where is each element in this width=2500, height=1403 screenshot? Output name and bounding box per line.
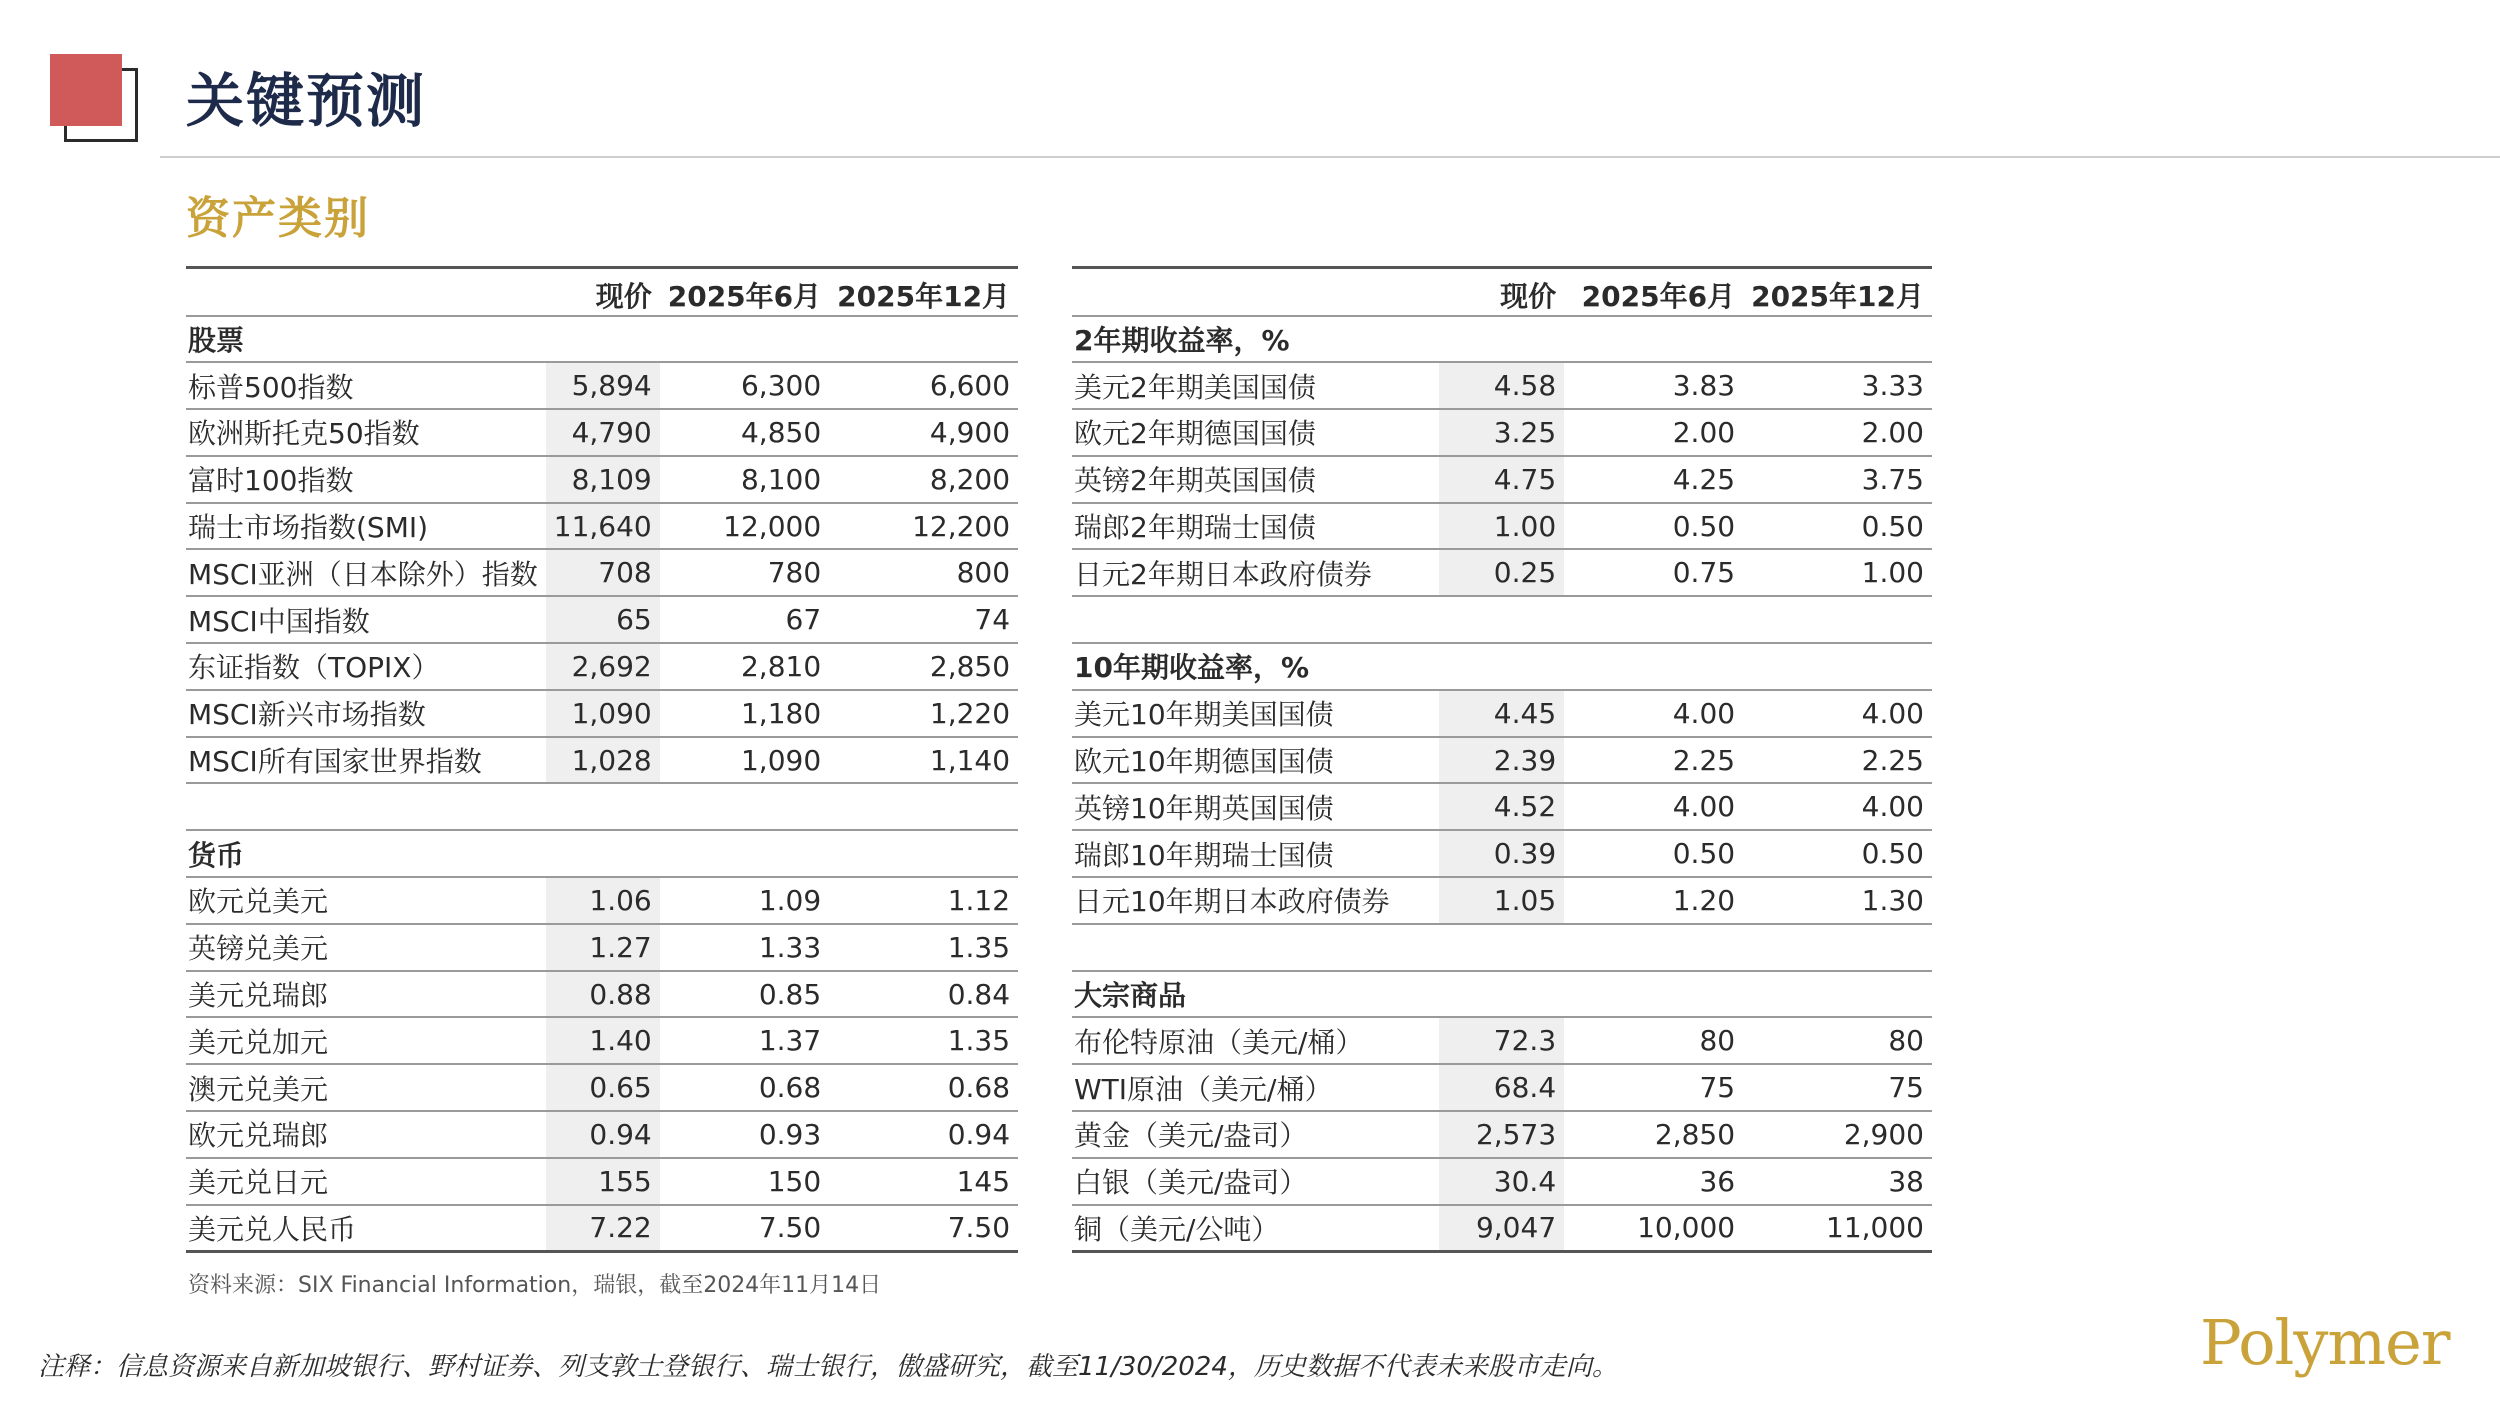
- forecast-jun-2025: 8,100: [660, 456, 829, 503]
- forecast-jun-2025: 2,810: [660, 643, 829, 690]
- forecast-dec-2025: 8,200: [829, 456, 1018, 503]
- table-row: [186, 1158, 1018, 1205]
- forecast-jun-2025: 0.75: [1564, 549, 1743, 596]
- forecast-jun-2025: 0.93: [660, 1111, 829, 1158]
- forecast-jun-2025: 0.85: [660, 971, 829, 1018]
- table-row: [186, 643, 1018, 690]
- row-label: 美元10年期美国国债: [1072, 690, 1439, 737]
- forecast-dec-2025: 1.00: [1743, 549, 1932, 596]
- table-row: [186, 1111, 1018, 1158]
- group-header-row: [1072, 316, 1932, 363]
- table-row: [186, 1017, 1018, 1064]
- current-value: 4.45: [1439, 690, 1564, 737]
- forecast-dec-2025: 0.84: [829, 971, 1018, 1018]
- forecast-dec-2025: 0.94: [829, 1111, 1018, 1158]
- table-row: [1072, 690, 1932, 737]
- forecast-jun-2025: 780: [660, 549, 829, 596]
- forecast-jun-2025: 0.68: [660, 1064, 829, 1111]
- left-forecast-table: [186, 266, 1018, 1253]
- current-value: 1.06: [546, 877, 660, 924]
- row-label: MSCI亚洲（日本除外）指数: [186, 549, 546, 596]
- table-header-row: [1072, 268, 1932, 316]
- forecast-jun-2025: 4,850: [660, 409, 829, 456]
- row-label: MSCI新兴市场指数: [186, 690, 546, 737]
- row-label: MSCI中国指数: [186, 596, 546, 643]
- col-header-dec-2025: 2025年12月: [829, 268, 1018, 316]
- row-label: 美元兑日元: [186, 1158, 546, 1205]
- table-row: [1072, 456, 1932, 503]
- forecast-jun-2025: 1.37: [660, 1017, 829, 1064]
- footnote: 注释：信息资源来自新加坡银行、野村证券、列支敦士登银行、瑞士银行，傲盛研究，截至11/30/2024，历史数据不代表未来股市走向。: [38, 1352, 1618, 1382]
- current-value: 4.75: [1439, 456, 1564, 503]
- forecast-jun-2025: 75: [1564, 1064, 1743, 1111]
- forecast-dec-2025: 1.35: [829, 1017, 1018, 1064]
- forecast-dec-2025: 11,000: [1743, 1205, 1932, 1252]
- forecast-jun-2025: 0.50: [1564, 503, 1743, 550]
- row-label: 黄金（美元/盎司）: [1072, 1111, 1439, 1158]
- forecast-dec-2025: 12,200: [829, 503, 1018, 550]
- forecast-jun-2025: 7.50: [660, 1205, 829, 1252]
- spacer-row: [1072, 924, 1932, 971]
- table-row: [186, 409, 1018, 456]
- row-label: 英镑兑美元: [186, 924, 546, 971]
- header-blank: [186, 268, 546, 316]
- table-row: [1072, 737, 1932, 784]
- forecast-jun-2025: 6,300: [660, 362, 829, 409]
- brand-logo: Polymer: [2200, 1306, 2450, 1379]
- table-row: [186, 503, 1018, 550]
- table-row: [1072, 1017, 1932, 1064]
- row-label: 欧元2年期德国国债: [1072, 409, 1439, 456]
- current-value: 1.00: [1439, 503, 1564, 550]
- row-label: 白银（美元/盎司）: [1072, 1158, 1439, 1205]
- forecast-jun-2025: 2.00: [1564, 409, 1743, 456]
- logo-mark: [50, 54, 140, 144]
- group-header-row: [1072, 643, 1932, 690]
- group-label: 大宗商品: [1072, 971, 1932, 1018]
- forecast-dec-2025: 1,220: [829, 690, 1018, 737]
- row-label: 富时100指数: [186, 456, 546, 503]
- spacer-row: [186, 783, 1018, 830]
- table-row: [186, 596, 1018, 643]
- row-label: 瑞士市场指数(SMI): [186, 503, 546, 550]
- spacer-row: [1072, 596, 1932, 643]
- table-row: [1072, 1158, 1932, 1205]
- table-row: [1072, 503, 1932, 550]
- col-header-current: 现价: [546, 268, 660, 316]
- forecast-jun-2025: 3.83: [1564, 362, 1743, 409]
- current-value: 9,047: [1439, 1205, 1564, 1252]
- row-label: 英镑2年期英国国债: [1072, 456, 1439, 503]
- row-label: 欧元兑瑞郎: [186, 1111, 546, 1158]
- row-label: 铜（美元/公吨）: [1072, 1205, 1439, 1252]
- forecast-jun-2025: 12,000: [660, 503, 829, 550]
- current-value: 72.3: [1439, 1017, 1564, 1064]
- current-value: 2.39: [1439, 737, 1564, 784]
- row-label: WTI原油（美元/桶）: [1072, 1064, 1439, 1111]
- forecast-jun-2025: 1.33: [660, 924, 829, 971]
- col-header-dec-2025: 2025年12月: [1743, 268, 1932, 316]
- current-value: 30.4: [1439, 1158, 1564, 1205]
- current-value: 1.05: [1439, 877, 1564, 924]
- table-row: [186, 690, 1018, 737]
- forecast-dec-2025: 4.00: [1743, 690, 1932, 737]
- current-value: 0.88: [546, 971, 660, 1018]
- current-value: 4.52: [1439, 783, 1564, 830]
- forecast-jun-2025: 1,090: [660, 737, 829, 784]
- forecast-dec-2025: 1.35: [829, 924, 1018, 971]
- table-row: [1072, 362, 1932, 409]
- table-row: [1072, 1064, 1932, 1111]
- current-value: 3.25: [1439, 409, 1564, 456]
- row-label: 标普500指数: [186, 362, 546, 409]
- group-header-row: [186, 316, 1018, 363]
- table-row: [186, 877, 1018, 924]
- forecast-dec-2025: 0.68: [829, 1064, 1018, 1111]
- group-label: 货币: [186, 830, 1018, 877]
- current-value: 5,894: [546, 362, 660, 409]
- row-label: 日元10年期日本政府债券: [1072, 877, 1439, 924]
- forecast-jun-2025: 2.25: [1564, 737, 1743, 784]
- current-value: 2,573: [1439, 1111, 1564, 1158]
- current-value: 2,692: [546, 643, 660, 690]
- forecast-jun-2025: 0.50: [1564, 830, 1743, 877]
- current-value: 7.22: [546, 1205, 660, 1252]
- row-label: 澳元兑美元: [186, 1064, 546, 1111]
- forecast-dec-2025: 6,600: [829, 362, 1018, 409]
- table-row: [186, 924, 1018, 971]
- group-header-row: [1072, 971, 1932, 1018]
- spacer-cell: [186, 783, 1018, 830]
- forecast-jun-2025: 36: [1564, 1158, 1743, 1205]
- source-note: 资料来源：SIX Financial Information，瑞银，截至2024年11月14日: [188, 1273, 882, 1298]
- row-label: 美元2年期美国国债: [1072, 362, 1439, 409]
- forecast-dec-2025: 7.50: [829, 1205, 1018, 1252]
- row-label: 欧元兑美元: [186, 877, 546, 924]
- row-label: 英镑10年期英国国债: [1072, 783, 1439, 830]
- row-label: 瑞郎10年期瑞士国债: [1072, 830, 1439, 877]
- logo-filled-square: [50, 54, 122, 126]
- row-label: MSCI所有国家世界指数: [186, 737, 546, 784]
- col-header-current: 现价: [1439, 268, 1564, 316]
- forecast-dec-2025: 80: [1743, 1017, 1932, 1064]
- col-header-jun-2025: 2025年6月: [660, 268, 829, 316]
- forecast-jun-2025: 4.25: [1564, 456, 1743, 503]
- forecast-dec-2025: 1.12: [829, 877, 1018, 924]
- current-value: 0.25: [1439, 549, 1564, 596]
- table-row: [1072, 1205, 1932, 1252]
- current-value: 0.94: [546, 1111, 660, 1158]
- current-value: 708: [546, 549, 660, 596]
- page-title: 关键预测: [186, 67, 427, 135]
- table-row: [186, 971, 1018, 1018]
- row-label: 美元兑人民币: [186, 1205, 546, 1252]
- forecast-dec-2025: 3.75: [1743, 456, 1932, 503]
- forecast-jun-2025: 1,180: [660, 690, 829, 737]
- right-forecast-table: [1072, 266, 1932, 1253]
- forecast-dec-2025: 4.00: [1743, 783, 1932, 830]
- forecast-jun-2025: 2,850: [1564, 1111, 1743, 1158]
- forecast-jun-2025: 1.20: [1564, 877, 1743, 924]
- header-blank: [1072, 268, 1439, 316]
- row-label: 欧洲斯托克50指数: [186, 409, 546, 456]
- forecast-dec-2025: 38: [1743, 1158, 1932, 1205]
- table-row: [1072, 830, 1932, 877]
- group-label: 2年期收益率，%: [1072, 316, 1932, 363]
- forecast-dec-2025: 1.30: [1743, 877, 1932, 924]
- forecast-jun-2025: 4.00: [1564, 690, 1743, 737]
- current-value: 68.4: [1439, 1064, 1564, 1111]
- forecast-dec-2025: 3.33: [1743, 362, 1932, 409]
- forecast-dec-2025: 2.00: [1743, 409, 1932, 456]
- current-value: 1,090: [546, 690, 660, 737]
- table-row: [186, 737, 1018, 784]
- forecast-dec-2025: 2.25: [1743, 737, 1932, 784]
- forecast-dec-2025: 4,900: [829, 409, 1018, 456]
- current-value: 0.65: [546, 1064, 660, 1111]
- forecast-dec-2025: 0.50: [1743, 830, 1932, 877]
- forecast-jun-2025: 1.09: [660, 877, 829, 924]
- forecast-dec-2025: 2,850: [829, 643, 1018, 690]
- forecast-dec-2025: 74: [829, 596, 1018, 643]
- row-label: 瑞郎2年期瑞士国债: [1072, 503, 1439, 550]
- forecast-dec-2025: 1,140: [829, 737, 1018, 784]
- row-label: 欧元10年期德国国债: [1072, 737, 1439, 784]
- current-value: 8,109: [546, 456, 660, 503]
- spacer-cell: [1072, 924, 1932, 971]
- current-value: 65: [546, 596, 660, 643]
- table-row: [1072, 877, 1932, 924]
- table-row: [186, 456, 1018, 503]
- group-label: 10年期收益率，%: [1072, 643, 1932, 690]
- row-label: 日元2年期日本政府债券: [1072, 549, 1439, 596]
- row-label: 布伦特原油（美元/桶）: [1072, 1017, 1439, 1064]
- forecast-jun-2025: 150: [660, 1158, 829, 1205]
- forecast-dec-2025: 800: [829, 549, 1018, 596]
- table-row: [186, 1064, 1018, 1111]
- col-header-jun-2025: 2025年6月: [1564, 268, 1743, 316]
- row-label: 东证指数（TOPIX）: [186, 643, 546, 690]
- forecast-dec-2025: 75: [1743, 1064, 1932, 1111]
- current-value: 1,028: [546, 737, 660, 784]
- table-row: [1072, 549, 1932, 596]
- table-row: [186, 549, 1018, 596]
- table-row: [186, 362, 1018, 409]
- group-header-row: [186, 830, 1018, 877]
- table-header-row: [186, 268, 1018, 316]
- title-divider: [160, 156, 2500, 158]
- forecast-jun-2025: 80: [1564, 1017, 1743, 1064]
- forecast-jun-2025: 67: [660, 596, 829, 643]
- spacer-cell: [1072, 596, 1932, 643]
- row-label: 美元兑瑞郎: [186, 971, 546, 1018]
- forecast-jun-2025: 4.00: [1564, 783, 1743, 830]
- current-value: 11,640: [546, 503, 660, 550]
- current-value: 155: [546, 1158, 660, 1205]
- group-label: 股票: [186, 316, 1018, 363]
- forecast-dec-2025: 2,900: [1743, 1111, 1932, 1158]
- forecast-jun-2025: 10,000: [1564, 1205, 1743, 1252]
- table-row: [1072, 783, 1932, 830]
- current-value: 4,790: [546, 409, 660, 456]
- current-value: 0.39: [1439, 830, 1564, 877]
- section-title: 资产类别: [186, 193, 370, 244]
- current-value: 1.27: [546, 924, 660, 971]
- forecast-dec-2025: 0.50: [1743, 503, 1932, 550]
- current-value: 4.58: [1439, 362, 1564, 409]
- forecast-dec-2025: 145: [829, 1158, 1018, 1205]
- table-row: [1072, 409, 1932, 456]
- table-row: [186, 1205, 1018, 1252]
- row-label: 美元兑加元: [186, 1017, 546, 1064]
- current-value: 1.40: [546, 1017, 660, 1064]
- table-row: [1072, 1111, 1932, 1158]
